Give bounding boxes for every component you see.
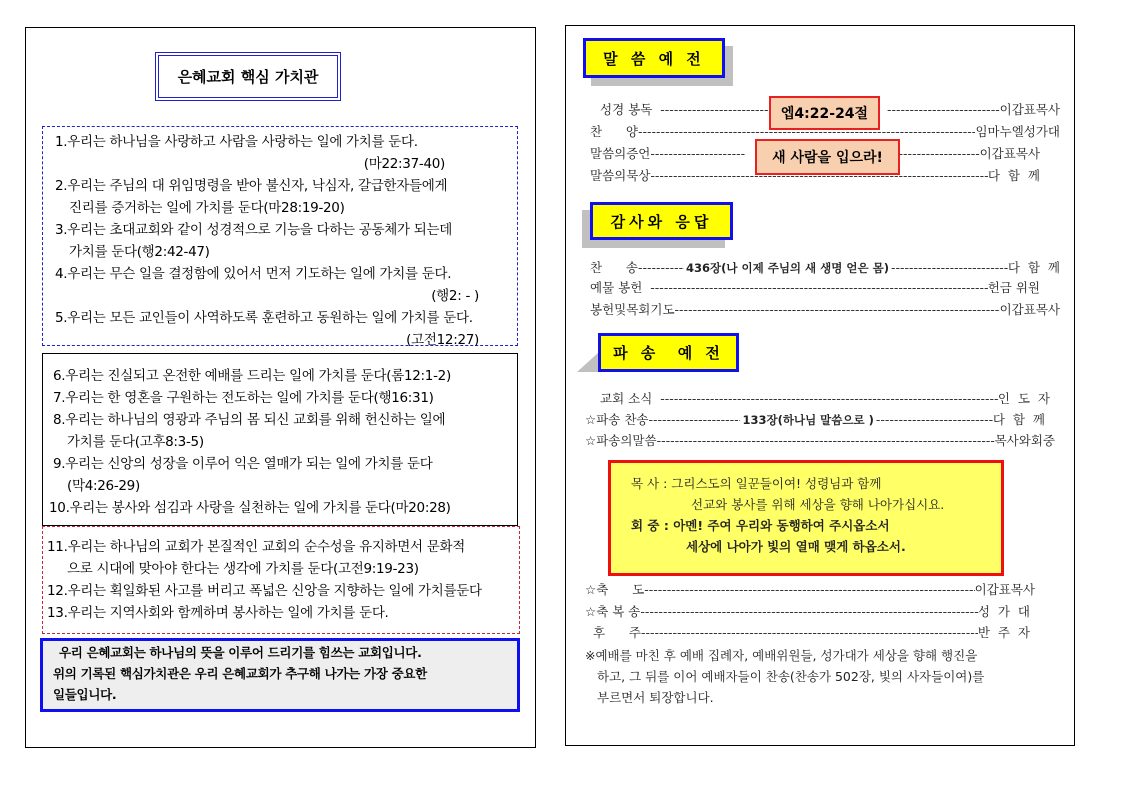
summary-line: 우리 은혜교회는 하나님의 뜻을 이루어 드리기를 힘쓰는 교회입니다. [59, 645, 422, 660]
value-item: 10.우리는 봉사와 섬김과 사랑을 실천하는 일에 가치를 둔다(마20:28) [49, 500, 451, 516]
row-right: 성 가 대 [977, 604, 1030, 619]
value-item: 4.우리는 무슨 일을 결정함에 있어서 먼저 기도하는 일에 가치를 둔다. [55, 266, 452, 282]
dash-filler [640, 602, 977, 622]
values-group-3 [42, 526, 520, 634]
note-line: 부르면서 퇴장합니다. [597, 690, 714, 705]
row-label: 말씀의묵상 [590, 168, 651, 183]
dash-filler [887, 100, 1000, 120]
dash-filler [650, 144, 745, 164]
section-heading-sending: 파 송 예 전 [598, 333, 739, 372]
section-heading-thanks: 감사와 응답 [590, 202, 733, 240]
summary-box [40, 638, 520, 712]
order-row [585, 410, 1060, 430]
order-row [590, 389, 1060, 409]
row-right: 임마누엘성가대 [975, 124, 1060, 139]
core-values-title [155, 52, 341, 101]
row-right: 반 주 자 [977, 625, 1030, 640]
row-label: ☆파송의말씀 [585, 433, 657, 448]
sending-liturgy-box [608, 460, 1004, 576]
dash-filler [644, 580, 974, 600]
row-right: 이갑표목사 [999, 102, 1061, 117]
row-label: 찬 송 [590, 260, 638, 275]
order-row [585, 580, 1060, 600]
value-item: 3.우리는 초대교회와 같이 성경적으로 기능을 다하는 공동체가 되는데 [55, 222, 452, 238]
row-label: 후 주 [585, 625, 641, 640]
row-right: 이갑표목사 [999, 302, 1060, 317]
order-row [585, 602, 1060, 622]
row-label: 말씀의증언 [590, 146, 651, 161]
dash-filler [891, 258, 1008, 278]
value-item: 6.우리는 진실되고 온전한 예배를 드리는 일에 가치를 둔다(롬12:1-2) [53, 368, 451, 384]
row-label: ☆파송 찬송 [585, 412, 649, 427]
dash-filler [642, 278, 987, 298]
value-item: 2.우리는 주님의 대 위임명령을 받아 불신자, 낙심자, 갈급한자들에게 [55, 178, 448, 194]
value-ref: (행2: - ) [431, 288, 479, 304]
values-group-1 [42, 126, 518, 346]
order-row [585, 623, 1060, 643]
dash-filler [650, 166, 987, 186]
dash-filler [675, 300, 1000, 320]
people-line: 세상에 나아가 빛의 열매 맺게 하옵소서. [686, 539, 906, 554]
row-label: ☆축 도 [585, 582, 645, 597]
row-right: 헌금 위원 [987, 280, 1040, 295]
row-label: ☆축 복 송 [585, 604, 641, 619]
hymn-title: 133장(하나님 말씀으로 ) [742, 413, 874, 427]
order-row [585, 431, 1060, 451]
note-line: 하고, 그 뒤를 이어 예배자들이 찬송(찬송가 502장, 빛의 사자들이여)를 [597, 669, 985, 684]
row-label: 찬 양 [590, 124, 638, 139]
row-label: 교회 소식 [600, 391, 653, 406]
row-right: 인 도 자 [997, 391, 1050, 406]
dash-filler [657, 431, 995, 451]
row-label: 예물 봉헌 [590, 280, 643, 295]
value-item: 진리를 증거하는 일에 가치를 둔다(마28:19-20) [69, 200, 345, 216]
pastor-line: 그리스도의 일꾼들이여! 성령님과 함께 [671, 476, 882, 491]
order-row [590, 166, 1060, 186]
row-right: 목사와회중 [994, 433, 1055, 448]
dash-filler [641, 623, 978, 643]
row-right: 다 함 께 [1007, 260, 1060, 275]
pastor-label: 목 사 : [631, 476, 668, 491]
value-item: 13.우리는 지역사회와 함께하며 봉사하는 일에 가치를 둔다. [47, 605, 389, 621]
value-item: 1.우리는 하나님을 사랑하고 사람을 사랑하는 일에 가치를 둔다. [55, 134, 418, 150]
dash-filler [638, 258, 684, 278]
row-right: 다 함 께 [987, 168, 1040, 183]
value-item: 7.우리는 한 영혼을 구원하는 전도하는 일에 가치를 둔다(행16:31) [53, 390, 434, 406]
hymn-title: 436장(나 이제 주님의 새 생명 얻은 몸) [686, 261, 889, 275]
order-row [590, 258, 1060, 278]
section-heading-word: 말 씀 예 전 [583, 38, 725, 78]
sermon-title-badge: 새 사람을 입으라! [755, 139, 900, 175]
value-item: (막4:26-29) [67, 478, 140, 494]
note-line: ※예배를 마친 후 예배 집례자, 예배위원들, 성가대가 세상을 향해 행진을 [585, 648, 978, 663]
value-item: 가치를 둔다(행2:42-47) [69, 244, 210, 260]
values-group-2 [42, 353, 518, 526]
summary-line: 일들입니다. [53, 687, 117, 702]
row-label: 봉헌및목회기도 [590, 302, 675, 317]
value-item: 9.우리는 신앙의 성장을 이루어 익은 열매가 되는 일에 가치를 둔다 [53, 456, 433, 472]
row-right: 이갑표목사 [974, 582, 1035, 597]
scripture-badge: 엡4:22-24절 [769, 96, 880, 130]
dash-filler [652, 100, 773, 120]
value-item: 가치를 둔다(고후8:3-5) [67, 434, 204, 450]
row-label: 성경 봉독 [600, 102, 653, 117]
summary-line: 위의 기록된 핵심가치관은 우리 은혜교회가 추구해 나가는 가장 중요한 [53, 666, 427, 681]
pastor-line: 선교와 봉사를 위해 세상을 향해 나아가십시요. [691, 497, 945, 512]
order-row [590, 278, 1060, 298]
value-item: 8.우리는 하나님의 영광과 주님의 몸 되신 교회를 위해 헌신하는 일에 [53, 412, 446, 428]
value-item: 11.우리는 하나님의 교회가 본질적인 교회의 순수성을 유지하면서 문화적 [47, 539, 465, 555]
people-label: 회 중 : [631, 518, 669, 533]
value-item: 12.우리는 획일화된 사고를 버리고 폭넓은 신앙을 지향하는 일에 가치를둔다 [47, 583, 482, 599]
order-row [590, 300, 1060, 320]
dash-filler [652, 389, 998, 409]
dash-filler [648, 410, 740, 430]
recession-note [585, 645, 1065, 708]
value-ref: (마22:37-40) [363, 156, 445, 172]
row-right: 이갑표목사 [979, 146, 1040, 161]
row-right: 다 함 께 [992, 412, 1045, 427]
value-ref: (고전12:27) [406, 332, 479, 348]
people-line: 아멘! 주여 우리와 동행하여 주시옵소서 [673, 518, 890, 533]
dash-filler [876, 410, 993, 430]
heading-shadow-triangle [577, 352, 599, 372]
value-item: 5.우리는 모든 교인들이 사역하도록 훈련하고 동원하는 일에 가치를 둔다. [55, 310, 473, 326]
title-text: 은혜교회 핵심 가치관 [177, 68, 319, 86]
value-item: 으로 시대에 맞아야 한다는 생각에 가치를 둔다(고전9:19-23) [67, 561, 419, 577]
